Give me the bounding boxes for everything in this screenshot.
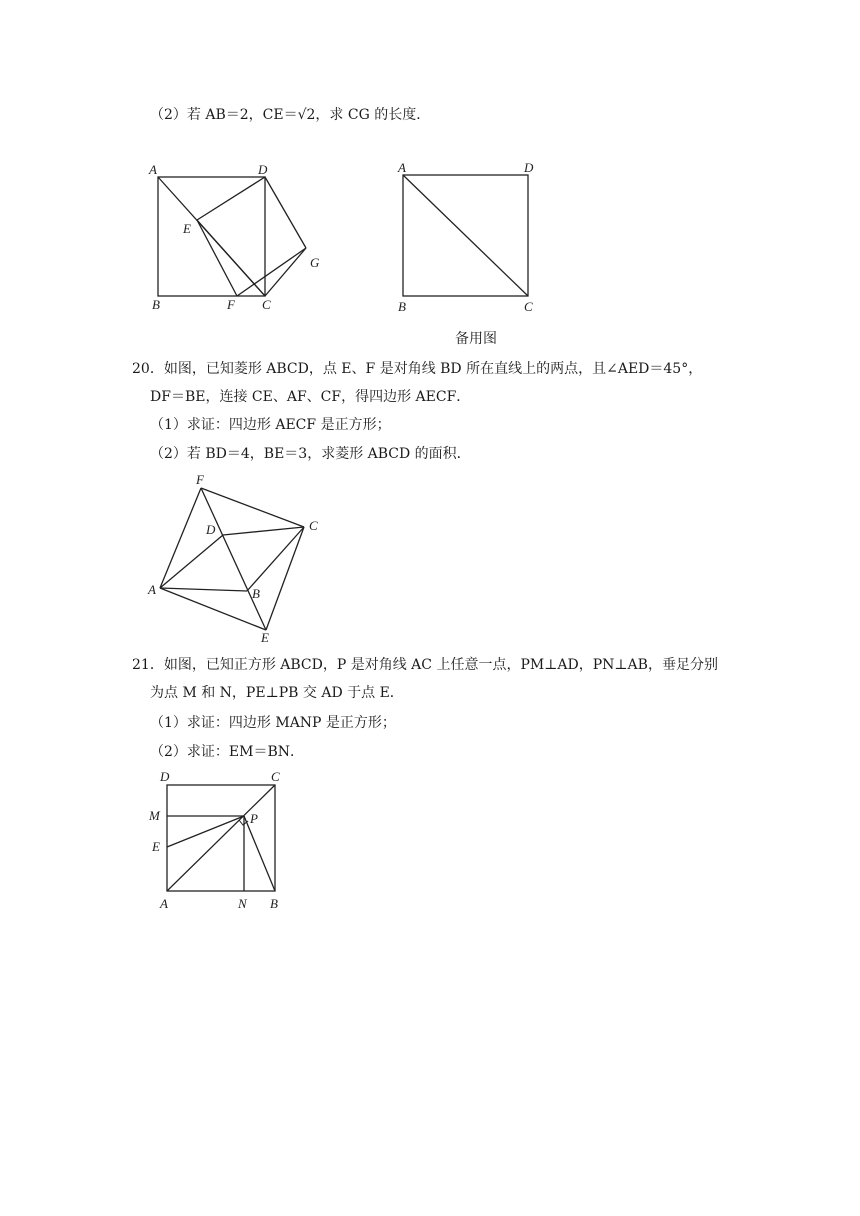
q19-alt-caption: 备用图 (455, 331, 497, 347)
q20-figure (140, 470, 340, 650)
q21-label-d: D (160, 769, 170, 784)
q19-alt-figure (390, 155, 550, 320)
q19-label-a: A (149, 162, 157, 177)
q19-part2: （2）若 AB＝2，CE＝√2，求 CG 的长度． (150, 107, 431, 123)
q19-label-g: G (310, 255, 320, 270)
q21-line1: 21．如图，已知正方形 ABCD，P 是对角线 AC 上任意一点，PM⊥AD，PN⊥AB，垂足分别 (132, 657, 718, 673)
q20-label-a: A (148, 582, 156, 597)
q21-label-c: C (271, 769, 280, 784)
q20-label-f: F (196, 472, 204, 487)
q19-label-b: B (152, 297, 160, 312)
q21-line2: 为点 M 和 N，PE⊥PB 交 AD 于点 E． (150, 685, 404, 701)
q20-label-d: D (206, 522, 216, 537)
q19-figure (140, 155, 340, 320)
q21-label-n: N (238, 896, 247, 911)
q20-line1: 20．如图，已知菱形 ABCD，点 E、F 是对角线 BD 所在直线上的两点，且∠AED＝45°， (132, 361, 703, 377)
q21-part2: （2）求证：EM＝BN． (150, 744, 304, 760)
q20-part2: （2）若 BD＝4，BE＝3，求菱形 ABCD 的面积． (150, 446, 471, 462)
q21-label-m: M (149, 808, 160, 823)
q20-label-b: B (252, 586, 260, 601)
q21-figure (140, 765, 300, 915)
q19-alt-label-d: D (524, 160, 534, 175)
q19-label-c: C (262, 297, 271, 312)
q19-label-e: E (183, 221, 191, 236)
q19-label-d: D (258, 162, 268, 177)
q21-label-p: P (250, 811, 258, 826)
q21-label-e: E (152, 839, 160, 854)
q20-part1: （1）求证：四边形 AECF 是正方形； (150, 417, 391, 433)
q21-label-b: B (270, 896, 278, 911)
q19-alt-label-c: C (524, 299, 533, 314)
q19-alt-label-b: B (398, 299, 406, 314)
q20-label-e: E (261, 630, 269, 645)
q19-label-f: F (227, 297, 235, 312)
q19-alt-label-a: A (398, 160, 406, 175)
q21-part1: （1）求证：四边形 MANP 是正方形； (150, 715, 396, 731)
q20-label-c: C (309, 518, 318, 533)
q21-label-a: A (160, 896, 168, 911)
q20-line2: DF＝BE，连接 CE、AF、CF，得四边形 AECF． (150, 389, 471, 405)
